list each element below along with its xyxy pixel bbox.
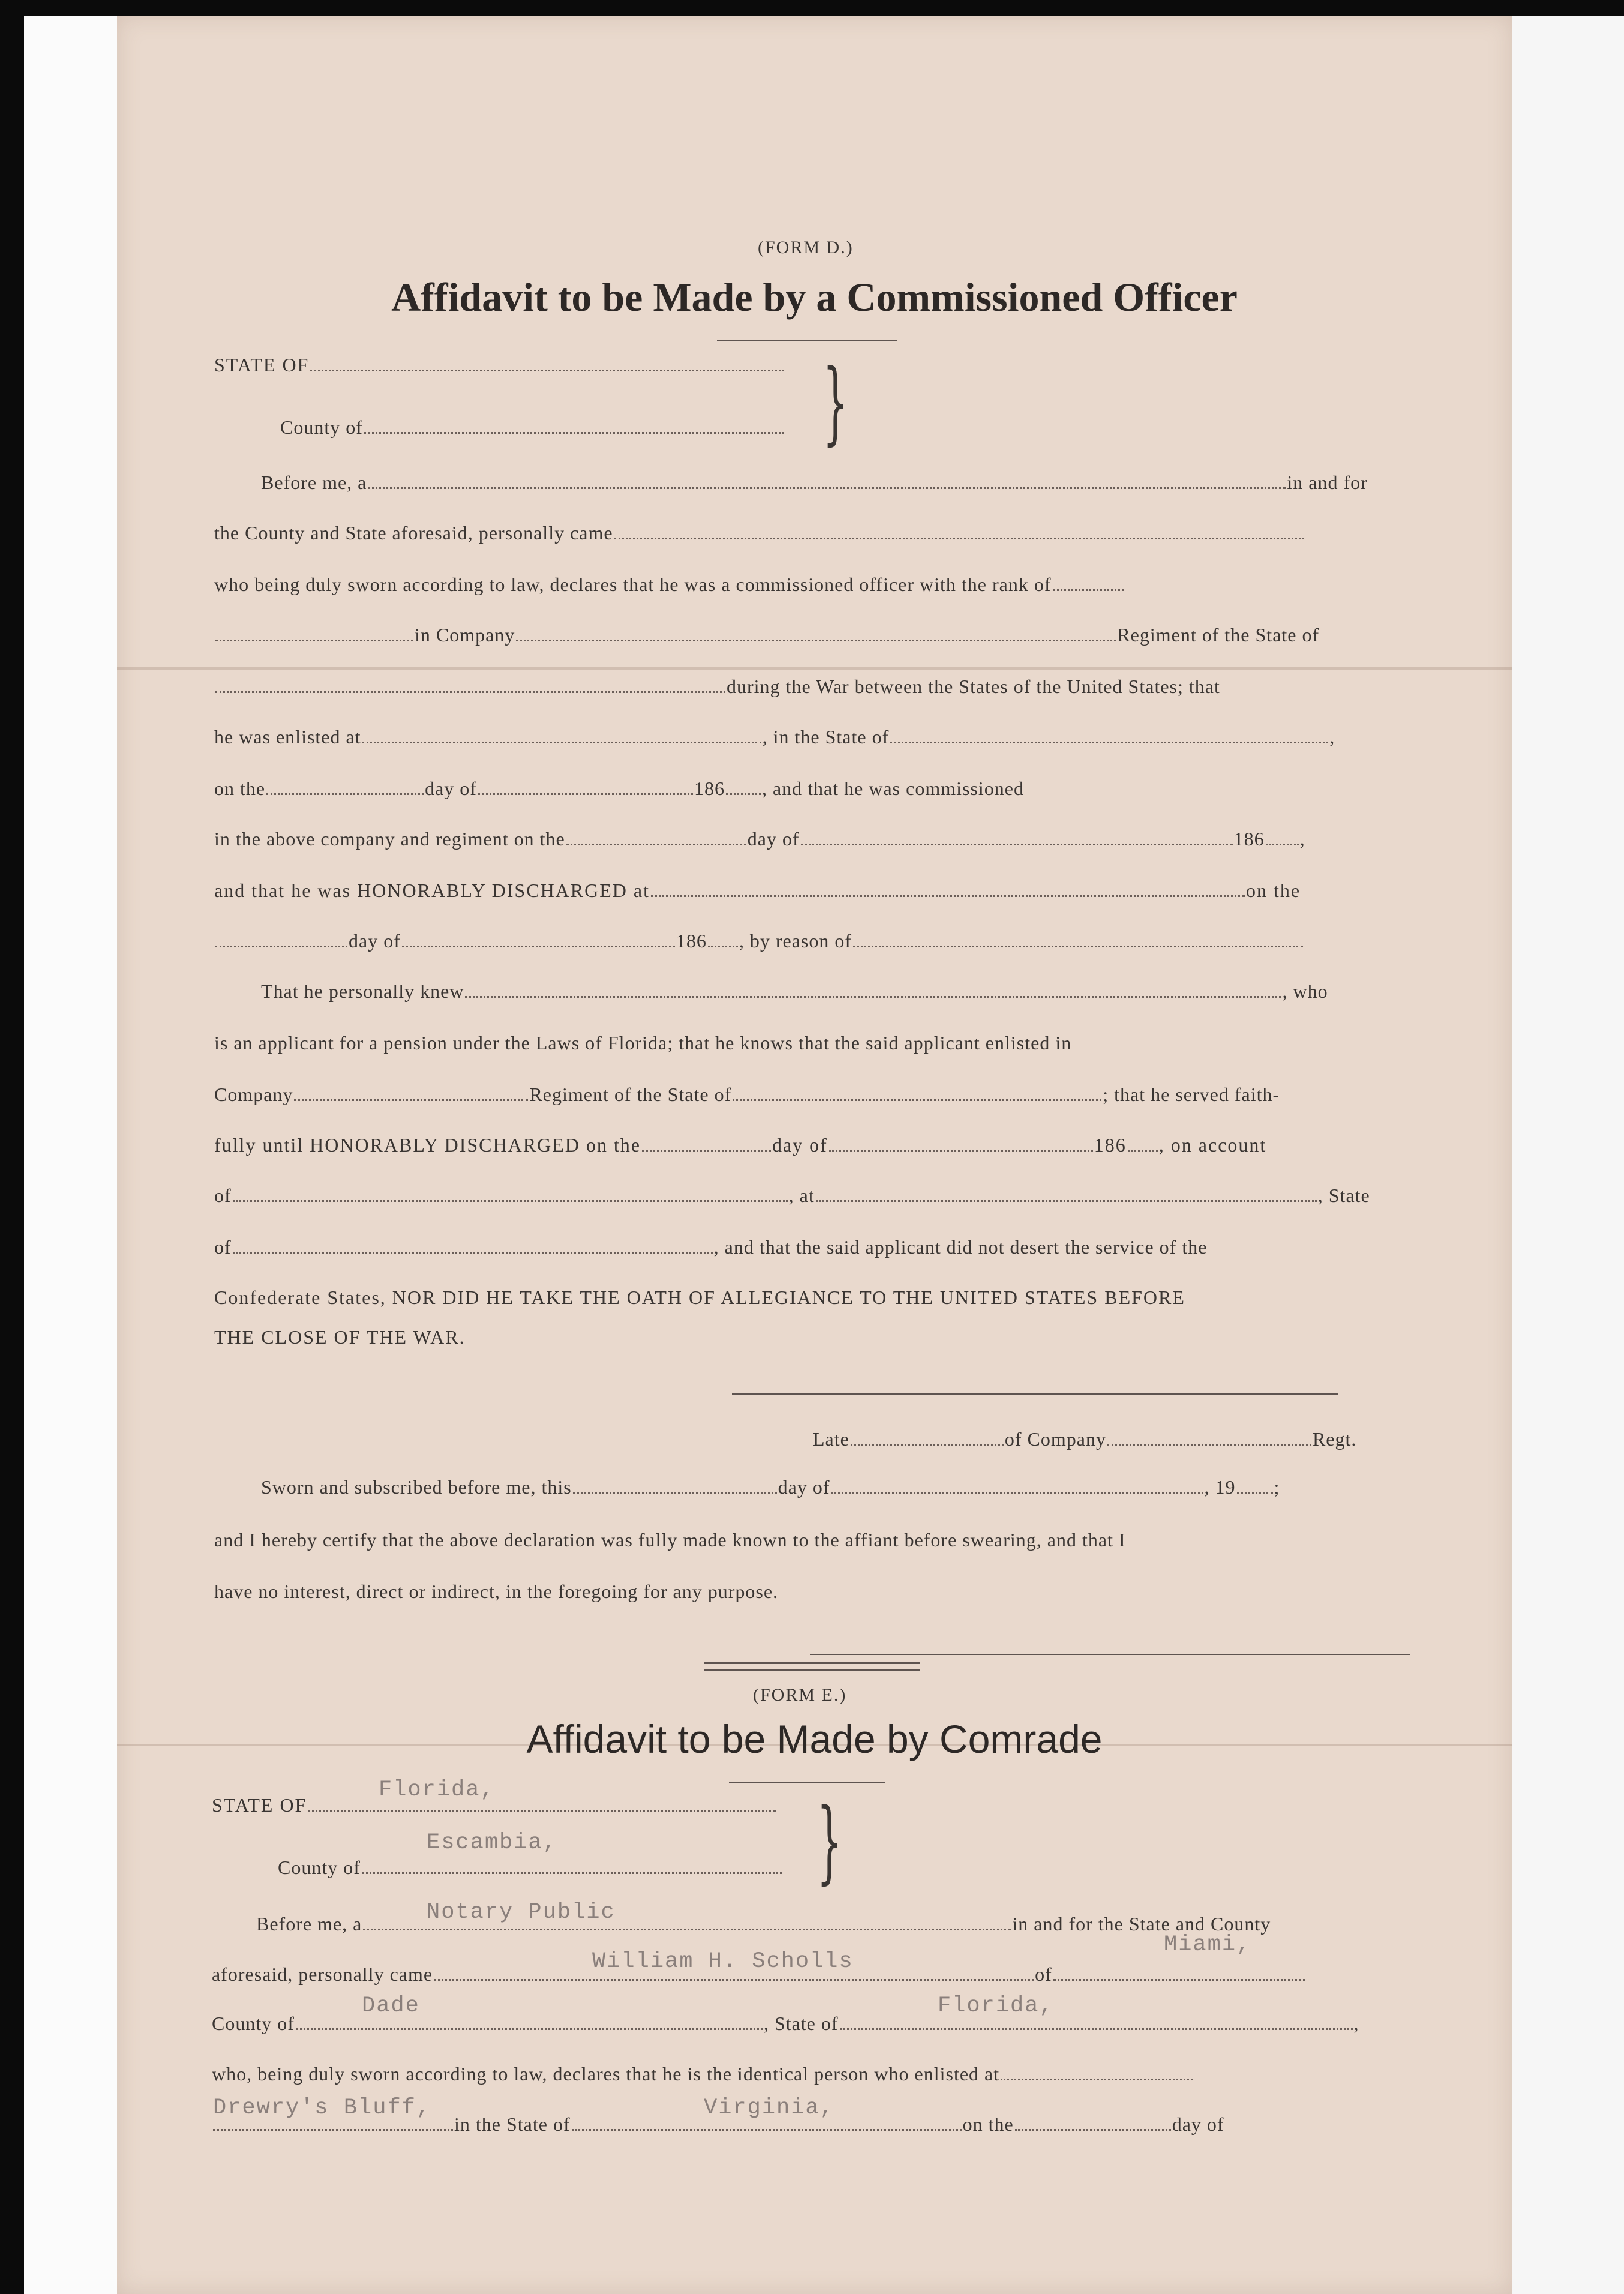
personally-came-label: the County and State aforesaid, personally came (214, 522, 613, 544)
discharge-state-field[interactable] (233, 1251, 713, 1254)
enlisted-place-field[interactable] (362, 740, 761, 743)
of-label: of (214, 1236, 232, 1258)
in-state-of-label: in the State of (454, 2113, 571, 2135)
on-the-label: on the (1245, 880, 1301, 901)
discharge-month-field[interactable] (402, 944, 675, 947)
county-state-line-e: County of , State of , (212, 2013, 1359, 2034)
comrade-state-value: Florida, (938, 1993, 1054, 2019)
state-of-label: , State of (763, 2013, 839, 2034)
discharged-at-label: and that he was HONORABLY DISCHARGED at (214, 880, 650, 901)
rank-label: who being duly sworn according to law, declares that he was a commissioned officer with the rank of (214, 574, 1052, 595)
discharge-date-line (214, 929, 1304, 953)
before-me-line (261, 470, 1368, 494)
of-label: of (1035, 1963, 1052, 1985)
form-e-title: Affidavit to be Made by Comrade (526, 1717, 1103, 1761)
enlisted-at-field-e[interactable] (1001, 2077, 1193, 2080)
late-label: Late (813, 1428, 849, 1450)
year-186-label: 186 (694, 778, 725, 799)
state-label: , State (1317, 1185, 1370, 1206)
officer-title-field-e[interactable] (363, 1927, 1011, 1930)
affiant-name-field[interactable] (614, 536, 1304, 539)
applicant-discharge-year-field[interactable] (1128, 1149, 1158, 1152)
signature-line[interactable] (732, 1393, 1338, 1395)
applicant-state-field[interactable] (733, 1098, 1101, 1101)
enlisted-state-field-e[interactable] (572, 2128, 962, 2131)
applicant-company-line (214, 1082, 1280, 1106)
commissioned-label: , and that he was commissioned (761, 778, 1024, 799)
commission-date-line: in the above company and regiment on the day of 186 , (214, 828, 1305, 850)
of-company-label: of Company (1004, 1428, 1106, 1450)
year-186-label: 186 (1094, 1134, 1127, 1156)
state-of-line (214, 353, 785, 377)
semicolon-label: ; (1274, 1476, 1280, 1498)
company-regiment-line (214, 623, 1319, 647)
form-e-label: (FORM E.) (753, 1685, 847, 1705)
during-war-line (214, 674, 1220, 698)
commission-year-field[interactable] (1266, 842, 1299, 845)
fully-until-label: fully until HONORABLY DISCHARGED on the (214, 1134, 641, 1156)
officer-value: Notary Public (427, 1900, 616, 1925)
enlisted-place-value: Drewry's Bluff, (213, 2095, 431, 2121)
applicant-company-field[interactable] (294, 1098, 528, 1101)
who-being-label: who, being duly sworn according to law, declares that he is the identical person who enlisted at (212, 2063, 1000, 2085)
county-of-label: County of (278, 1857, 361, 1878)
state-value: Florida, (379, 1777, 495, 1803)
rank-field[interactable] (1053, 588, 1124, 591)
state-of-label: STATE OF (214, 354, 310, 376)
day-of-label: day of (747, 828, 800, 850)
late-rank-field[interactable] (851, 1443, 1004, 1446)
on-account-label: , on account (1158, 1134, 1267, 1156)
officer-title-field[interactable] (368, 486, 1286, 489)
company-field[interactable] (516, 638, 1116, 641)
day-of-label: day of (425, 778, 477, 799)
before-me-label: Before me, a (261, 472, 367, 493)
comrade-state-field[interactable] (840, 2027, 1353, 2030)
late-company-line (813, 1427, 1356, 1451)
before-me-label: Before me, a (256, 1913, 362, 1935)
before-me-line-e (256, 1912, 1271, 1936)
rank-line (214, 572, 1125, 596)
comrade-name-value: William H. Scholls (592, 1949, 854, 1974)
rank-field-cont[interactable] (215, 638, 413, 641)
scan-background (24, 16, 117, 2294)
enlisted-day-field-e[interactable] (1015, 2128, 1171, 2131)
regt-label: Regt. (1312, 1428, 1357, 1450)
at-label: , at (788, 1185, 815, 1206)
commission-month-field[interactable] (801, 842, 1233, 845)
state-county-brace: } (822, 350, 849, 455)
during-war-label: during the War between the States of the United States; that (727, 676, 1220, 697)
scan-border-top (0, 0, 1624, 16)
personally-came-line (214, 521, 1305, 545)
state-of-label: STATE OF (212, 1794, 307, 1816)
did-not-desert-line (214, 1235, 1207, 1259)
by-reason-label: , by reason of (739, 930, 852, 952)
state-field[interactable] (310, 368, 784, 371)
certify-line: and I hereby certify that the above declaration was fully made known to the affiant before swearing, and that I (214, 1529, 1126, 1551)
form-d-label: (FORM D.) (758, 238, 854, 257)
comrade-name-field[interactable] (434, 1978, 1034, 1981)
discharge-cause-field[interactable] (233, 1199, 788, 1202)
enlist-month-field[interactable] (478, 792, 693, 795)
enlisted-at-line: he was enlisted at , in the State of , (214, 726, 1335, 748)
year-186-label: 186 (676, 930, 707, 952)
in-company-label: in Company (415, 624, 515, 646)
section-divider-bottom (704, 1669, 920, 1671)
day-of-label: day of (1172, 2113, 1224, 2135)
discharge-year-field[interactable] (708, 944, 738, 947)
county-of-label: County of (280, 416, 363, 438)
discharge-place-field[interactable] (651, 894, 1245, 897)
company-label: Company (214, 1084, 293, 1105)
title-rule (717, 340, 897, 341)
sworn-subscribed-line (261, 1475, 1280, 1499)
of-label: of (214, 1185, 232, 1206)
enlist-year-field[interactable] (726, 792, 761, 795)
enlisted-state-value: Virginia, (704, 2095, 834, 2121)
county-of-line-e (278, 1855, 783, 1879)
regiment-state-label: Regiment of the State of (1117, 624, 1320, 646)
applicant-discharge-line (214, 1133, 1266, 1157)
comrade-city-value: Miami, (1164, 1932, 1251, 1957)
year-186-label: 186 (1233, 828, 1265, 850)
close-of-war-line: THE CLOSE OF THE WAR. (214, 1326, 466, 1348)
document-page (117, 16, 1512, 2294)
in-and-for-label: in and for (1287, 472, 1368, 493)
personally-came-label: aforesaid, personally came (212, 1963, 433, 1985)
title-rule (729, 1782, 885, 1783)
in-state-of-label: , in the State of (762, 726, 890, 748)
scan-background-right (1512, 16, 1624, 2294)
state-field-e[interactable] (308, 1809, 776, 1812)
applicant-name-field[interactable] (465, 995, 1281, 998)
discharge-reason-field[interactable] (853, 944, 1303, 947)
county-value: Escambia, (427, 1830, 557, 1855)
discharge-location-field[interactable] (816, 1199, 1317, 1202)
state-regiment-field[interactable] (215, 690, 725, 693)
late-company-field[interactable] (1107, 1443, 1311, 1446)
sworn-month-field[interactable] (831, 1491, 1203, 1494)
county-field[interactable] (364, 431, 784, 434)
comrade-county-value: Dade (362, 1993, 420, 2019)
enlisted-place-field-e[interactable] (213, 2128, 453, 2131)
who-being-line-e (212, 2062, 1194, 2086)
day-of-label: day of (772, 1134, 828, 1156)
scan-border-left (0, 0, 24, 2294)
did-not-desert-label: , and that the said applicant did not desert the service of the (713, 1236, 1208, 1258)
commission-day-field[interactable] (566, 842, 746, 845)
applicant-discharge-month-field[interactable] (829, 1149, 1093, 1152)
confederate-line: Confederate States, NOR DID HE TAKE THE OATH OF ALLEGIANCE TO THE UNITED STATES BEFORE (214, 1287, 1185, 1308)
of-at-state-line (214, 1183, 1370, 1207)
year-19-label: , 19 (1204, 1476, 1236, 1498)
personally-knew-line (261, 979, 1328, 1003)
in-and-for-label: in and for the State and County (1012, 1913, 1271, 1935)
served-faithfully-label: ; that he served faith- (1103, 1084, 1280, 1105)
day-of-label: day of (778, 1476, 830, 1498)
who-label: , who (1282, 980, 1328, 1002)
enlisted-state-field[interactable] (890, 740, 1328, 743)
on-the-label: on the (214, 778, 266, 799)
above-company-label: in the above company and regiment on the (214, 828, 565, 850)
discharged-at-line (214, 878, 1301, 902)
regiment-state-label: Regiment of the State of (529, 1084, 732, 1105)
applicant-discharge-day-field[interactable] (642, 1149, 771, 1152)
comrade-city-field[interactable] (1053, 1978, 1305, 1981)
comrade-county-field[interactable] (296, 2027, 763, 2030)
county-of-line (280, 415, 785, 439)
county-of-label: County of (212, 2013, 295, 2034)
on-the-label: on the (962, 2113, 1014, 2135)
sworn-year-field[interactable] (1237, 1491, 1273, 1494)
no-interest-line: have no interest, direct or indirect, in the foregoing for any purpose. (214, 1581, 779, 1602)
form-d-title: Affidavit to be Made by a Commissioned Officer (391, 274, 1238, 320)
sworn-day-field[interactable] (573, 1491, 777, 1494)
state-county-brace: } (816, 1789, 843, 1894)
enlist-day-field[interactable] (266, 792, 424, 795)
day-of-label: day of (349, 930, 401, 952)
applicant-line: is an applicant for a pension under the Laws of Florida; that he knows that the said applicant enlisted in (214, 1032, 1072, 1054)
personally-knew-label: That he personally knew (261, 980, 464, 1002)
enlisted-at-label: he was enlisted at (214, 726, 361, 748)
discharge-day-field[interactable] (215, 944, 347, 947)
paper-fold (117, 667, 1512, 670)
county-field-e[interactable] (362, 1871, 782, 1874)
enlist-date-line (214, 776, 1024, 800)
section-divider-top (704, 1662, 920, 1664)
sworn-subscribed-label: Sworn and subscribed before me, this (261, 1476, 572, 1498)
notary-signature-line[interactable] (810, 1654, 1410, 1655)
